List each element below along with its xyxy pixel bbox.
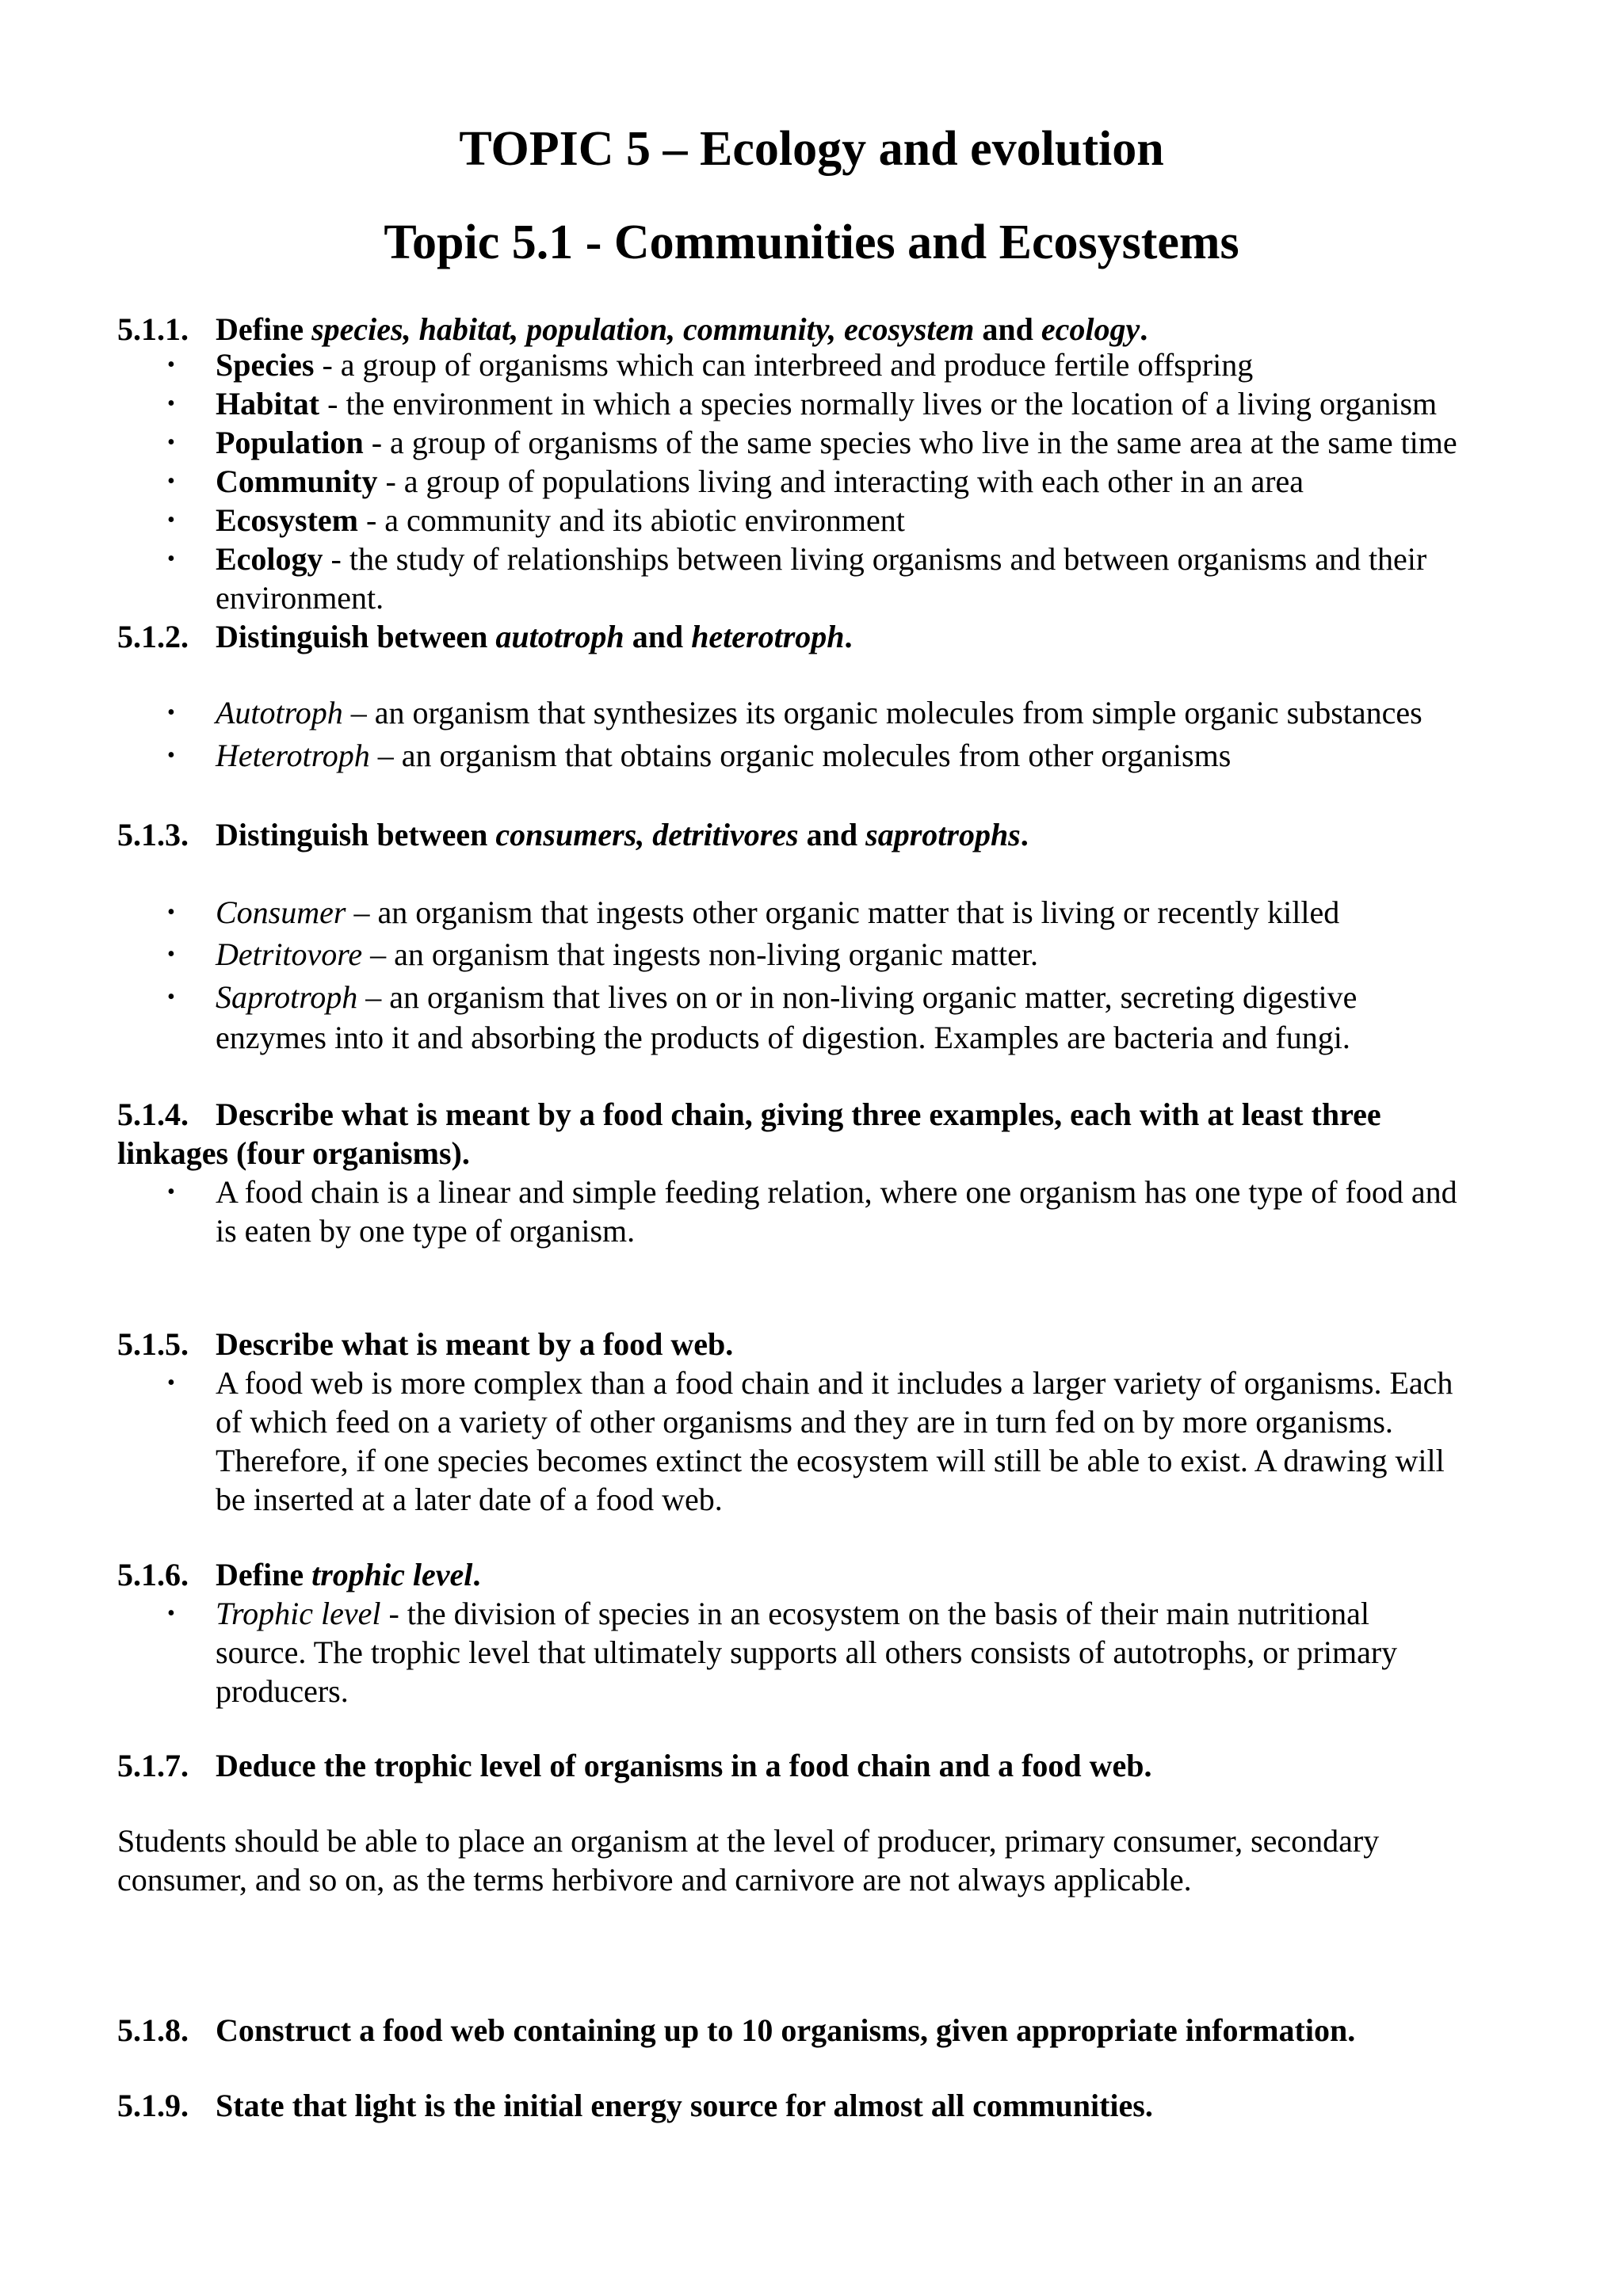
section-heading-5-1-4-cont: linkages (four organisms). [117, 1135, 470, 1171]
section-heading-5-1-7: Deduce the trophic level of organisms in a food chain and a food web. [216, 1748, 1152, 1783]
definition-detritovore: Detritovore – an organism that ingests non-living organic matter. [216, 936, 1038, 972]
section-heading-5-1-8: Construct a food web containing up to 10 organisms, given appropriate information. [216, 2012, 1356, 2048]
paragraph-line-1: Students should be able to place an organism at the level of producer, primary consumer, secondary [117, 1823, 1380, 1859]
section-number-5-1-8: 5.1.8. [117, 2012, 189, 2048]
bullet-icon: • [167, 743, 175, 768]
section-heading-5-1-5: Describe what is meant by a food web. [216, 1326, 734, 1362]
definition-species: Species - a group of organisms which can interbreed and produce fertile offspring [216, 347, 1254, 383]
definition-habitat: Habitat - the environment in which a species normally lives or the location of a living organism [216, 386, 1438, 421]
definition-ecology: Ecology - the study of relationships between living organisms and between organisms and their [216, 541, 1427, 577]
section-number-5-1-1: 5.1.1. [117, 311, 189, 347]
definition-consumer: Consumer – an organism that ingests other organic matter that is living or recently killed [216, 894, 1340, 930]
food-web-text-line-1: A food web is more complex than a food chain and it includes a larger variety of organisms. Each [216, 1365, 1453, 1401]
section-heading-5-1-2: Distinguish between autotroph and heterotroph. [216, 619, 853, 654]
bullet-icon: • [167, 942, 175, 967]
page-subtitle: Topic 5.1 - Communities and Ecosystems [384, 215, 1239, 269]
food-web-text-line-4: be inserted at a later date of a food web. [216, 1482, 723, 1517]
section-heading-5-1-6: Define trophic level. [216, 1557, 481, 1592]
section-number-5-1-5: 5.1.5. [117, 1326, 189, 1362]
bullet-icon: • [167, 700, 175, 725]
bullet-icon: • [167, 1180, 175, 1204]
section-heading-5-1-1: Define species, habitat, population, community, ecosystem and ecology. [216, 311, 1148, 347]
bullet-icon: • [167, 900, 175, 925]
trophic-level-text-line-1: Trophic level - the division of species in an ecosystem on the basis of their main nutritional [216, 1596, 1370, 1631]
food-chain-text-line-2: is eaten by one type of organism. [216, 1213, 636, 1249]
definition-saprotroph-cont: enzymes into it and absorbing the products of digestion. Examples are bacteria and fungi. [216, 1020, 1350, 1055]
definition-community: Community - a group of populations living and interacting with each other in an area [216, 463, 1304, 499]
definition-autotroph: Autotroph – an organism that synthesizes its organic molecules from simple organic substances [216, 695, 1423, 730]
section-heading-5-1-9: State that light is the initial energy source for almost all communities. [216, 2088, 1153, 2123]
definition-saprotroph: Saprotroph – an organism that lives on or in non-living organic matter, secreting digestive [216, 979, 1358, 1015]
section-number-5-1-3: 5.1.3. [117, 817, 189, 852]
definition-heterotroph: Heterotroph – an organism that obtains organic molecules from other organisms [216, 738, 1232, 773]
section-number-5-1-9: 5.1.9. [117, 2088, 189, 2123]
section-number-5-1-2: 5.1.2. [117, 619, 189, 654]
bullet-icon: • [167, 430, 175, 455]
section-number-5-1-7: 5.1.7. [117, 1748, 189, 1783]
definition-population: Population - a group of organisms of the same species who live in the same area at the same time [216, 425, 1457, 460]
trophic-level-text-line-3: producers. [216, 1673, 349, 1709]
food-web-text-line-2: of which feed on a variety of other organisms and they are in turn fed on by more organisms. [216, 1404, 1393, 1440]
section-heading-5-1-4: Describe what is meant by a food chain, giving three examples, each with at least three [216, 1097, 1381, 1132]
bullet-icon: • [167, 1601, 175, 1626]
bullet-icon: • [167, 353, 175, 377]
food-chain-text-line-1: A food chain is a linear and simple feeding relation, where one organism has one type of food and [216, 1174, 1457, 1210]
food-web-text-line-3: Therefore, if one species becomes extinct the ecosystem will still be able to exist. A drawing will [216, 1443, 1445, 1478]
bullet-icon: • [167, 391, 175, 416]
section-number-5-1-6: 5.1.6. [117, 1557, 189, 1592]
section-number-5-1-4: 5.1.4. [117, 1097, 189, 1132]
page-title: TOPIC 5 – Ecology and evolution [459, 122, 1164, 176]
paragraph-line-2: consumer, and so on, as the terms herbivore and carnivore are not always applicable. [117, 1862, 1192, 1897]
definition-ecosystem: Ecosystem - a community and its abiotic environment [216, 502, 905, 538]
bullet-icon: • [167, 1371, 175, 1395]
bullet-icon: • [167, 469, 175, 494]
trophic-level-text-line-2: source. The trophic level that ultimately supports all others consists of autotrophs, or primary [216, 1634, 1398, 1670]
section-heading-5-1-3: Distinguish between consumers, detritivores and saprotrophs. [216, 817, 1029, 852]
definition-ecology-cont: environment. [216, 580, 384, 616]
bullet-icon: • [167, 547, 175, 571]
bullet-icon: • [167, 508, 175, 532]
bullet-icon: • [167, 985, 175, 1009]
